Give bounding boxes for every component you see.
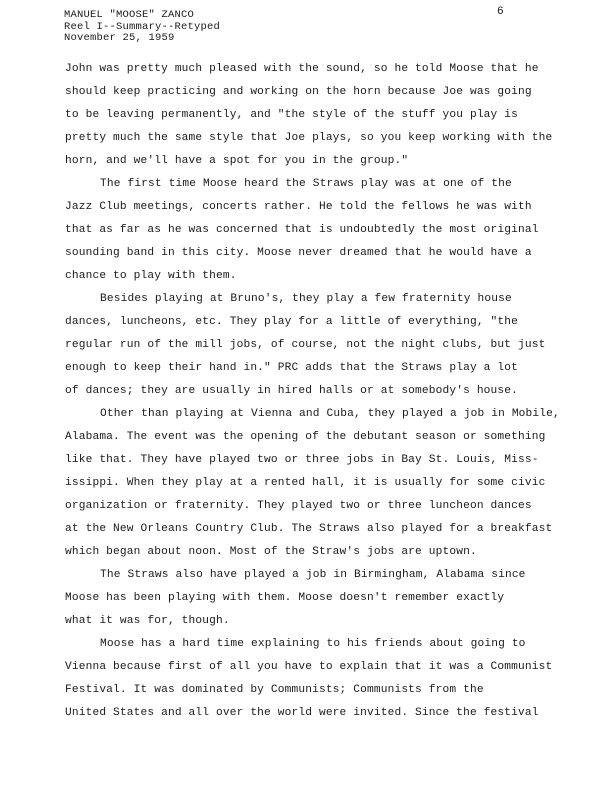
text-line: chance to play with them. (65, 270, 237, 282)
interviewee-name: MANUEL "MOOSE" ZANCO (64, 9, 195, 21)
text-line: The first time Moose heard the Straws play was at one of the (100, 178, 512, 190)
text-line: Moose has been playing with them. Moose doesn't remember exactly (65, 592, 505, 604)
text-line: pretty much the same style that Joe plays, so you keep working with the (65, 132, 553, 144)
text-line: what it was for, though. (65, 615, 230, 627)
text-line: at the New Orleans Country Club. The Straws also played for a breakfast (65, 523, 553, 535)
text-line: should keep practicing and working on the horn because Joe was going (65, 86, 532, 98)
text-line: Vienna because first of all you have to explain that it was a Communist (65, 661, 553, 673)
text-line: dances, luncheons, etc. They play for a little of everything, "the (65, 316, 518, 328)
text-line: Other than playing at Vienna and Cuba, they played a job in Mobile, (100, 408, 560, 420)
text-line: enough to keep their hand in." PRC adds that the Straws play a lot (65, 362, 518, 374)
text-line: regular run of the mill jobs, of course, not the night clubs, but just (65, 339, 546, 351)
text-line: horn, and we'll have a spot for you in the group." (65, 155, 409, 167)
text-line: Festival. It was dominated by Communists; Communists from the (65, 684, 484, 696)
interview-date: November 25, 1959 (64, 32, 175, 44)
text-line: like that. They have played two or three jobs in Bay St. Louis, Miss- (65, 454, 539, 466)
text-line: Jazz Club meetings, concerts rather. He told the fellows he was with (65, 201, 532, 213)
text-line: to be leaving permanently, and "the style of the stuff you play is (65, 109, 518, 121)
page-number: 6 (497, 6, 504, 18)
document-header (64, 10, 220, 45)
text-line: of dances; they are usually in hired halls or at somebody's house. (65, 385, 518, 397)
text-line: Alabama. The event was the opening of the debutant season or something (65, 431, 546, 443)
text-line: sounding band in this city. Moose never dreamed that he would have a (65, 247, 532, 259)
text-line: organization or fraternity. They played two or three luncheon dances (65, 500, 532, 512)
text-line: John was pretty much pleased with the sound, so he told Moose that he (65, 63, 539, 75)
text-line: Besides playing at Bruno's, they play a few fraternity house (100, 293, 512, 305)
text-line: The Straws also have played a job in Birmingham, Alabama since (100, 569, 526, 581)
reel-label: Reel I--Summary--Retyped (64, 20, 221, 33)
text-line: which began about noon. Most of the Straw's jobs are uptown. (65, 546, 477, 558)
text-line: United States and all over the world were invited. Since the festival (65, 707, 539, 719)
text-line: that as far as he was concerned that is undoubtedly the most original (65, 224, 539, 236)
text-line: issippi. When they play at a rented hall, it is usually for some civic (65, 477, 546, 489)
text-line: Moose has a hard time explaining to his friends about going to (100, 638, 526, 650)
